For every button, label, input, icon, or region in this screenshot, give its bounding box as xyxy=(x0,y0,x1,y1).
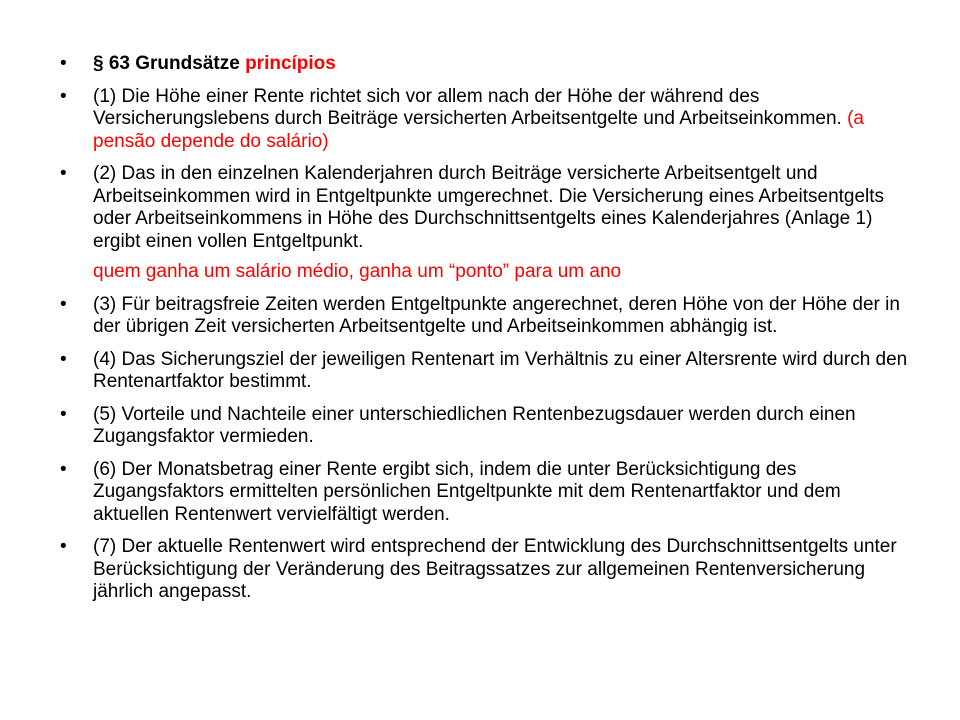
heading-de: § 63 Grundsätze xyxy=(93,53,240,74)
note-pt xyxy=(60,261,920,284)
bullet-icon: • xyxy=(60,163,67,184)
list-item-5 xyxy=(60,404,920,449)
paragraph-5: (5) Vorteile und Nachteile einer unterschiedlichen Rentenbezugsdauer werden durch einen Zugangsfaktor vermieden. xyxy=(93,403,856,447)
list-item-4 xyxy=(60,349,920,394)
paragraph-1-de: (1) Die Höhe einer Rente richtet sich vor allem nach der Höhe der während des Versicherungslebens durch Beiträge versicherten Arbeitsentgelte und Arbeitseinkommen. xyxy=(93,85,842,129)
bullet-list xyxy=(60,53,920,614)
list-item-6 xyxy=(60,459,920,527)
list-item-3 xyxy=(60,294,920,339)
list-item-7 xyxy=(60,536,920,604)
bullet-icon: • xyxy=(60,293,67,315)
paragraph-1-pt: (a pensão depende do salário) xyxy=(93,108,865,152)
heading-pt: princípios xyxy=(245,53,336,74)
paragraph-3: (3) Für beitragsfreie Zeiten werden Entgeltpunkte angerechnet, deren Höhe von der Höhe der in der übrigen Zeit versicherten Arbeitsentgelte und Arbeitseinkommen abhängig ist. xyxy=(93,293,900,337)
list-item-1 xyxy=(60,86,920,154)
list-item-2 xyxy=(60,163,920,253)
paragraph-7: (7) Der aktuelle Rentenwert wird entsprechend der Entwicklung des Durchschnittsentgelts unter Berücksichtigung der Veränderung des Beitragssatzes zur allgemeinen Rentenversicherung jährlich angepasst. xyxy=(93,536,897,602)
bullet-icon: • xyxy=(60,53,67,74)
paragraph-2-de: (2) Das in den einzelnen Kalenderjahren durch Beiträge versicherte Arbeitsentgelt und Arbeitseinkommen wird in Entgeltpunkte umgerechnet. Die Versicherung eines Arbeitsentgelts oder Arbeitseinkommens in Höhe des Durchschnittsentgelts eines Kalenderjahres (Anlage 1) ergibt einen vollen Entgeltpunkt. xyxy=(93,163,885,252)
bullet-icon: • xyxy=(60,348,67,370)
bullet-icon: • xyxy=(60,85,67,107)
bullet-icon: • xyxy=(60,536,67,557)
paragraph-4: (4) Das Sicherungsziel der jeweiligen Rentenart im Verhältnis zu einer Altersrente wird durch den Rentenartfaktor bestimmt. xyxy=(93,348,908,392)
list-item-heading xyxy=(60,53,920,76)
paragraph-6: (6) Der Monatsbetrag einer Rente ergibt sich, indem die unter Berücksichtigung des Zugangsfaktors ermittelten persönlichen Entgeltpunkte mit dem Rentenartfaktor und dem aktuellen Rentenwert vervielfältigt werden. xyxy=(93,458,841,525)
bullet-icon: • xyxy=(60,403,67,425)
bullet-icon: • xyxy=(60,458,67,480)
note-pt-text: quem ganha um salário médio, ganha um “ponto” para um ano xyxy=(93,261,622,282)
